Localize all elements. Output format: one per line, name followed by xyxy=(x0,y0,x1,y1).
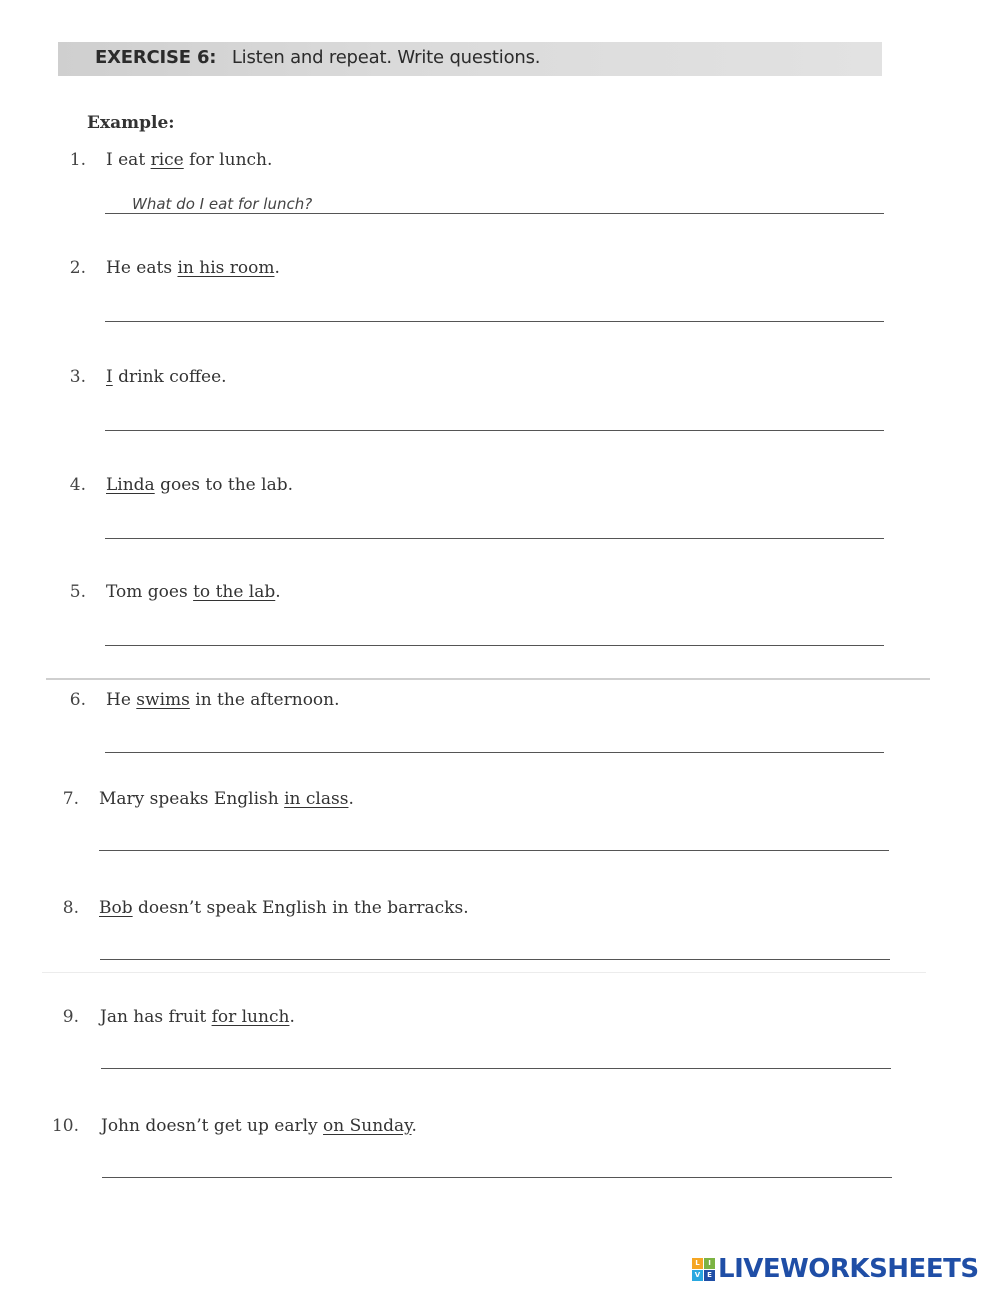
sentence-text: He xyxy=(106,690,137,710)
item-sentence xyxy=(106,150,272,170)
logo-mark-letter: I xyxy=(704,1258,715,1269)
item-number: 7. xyxy=(62,789,79,809)
logo-mark-icon xyxy=(692,1258,715,1281)
answer-line[interactable] xyxy=(102,1177,892,1178)
sentence-text: drink coffee. xyxy=(112,367,227,387)
page-divider xyxy=(46,678,930,680)
item-sentence xyxy=(101,1116,417,1136)
sentence-text: I eat xyxy=(106,150,151,170)
sentence-text: . xyxy=(274,258,280,278)
item-number: 5. xyxy=(69,582,86,602)
example-label: Example: xyxy=(87,113,175,133)
sentence-text: Mary speaks English xyxy=(99,789,285,809)
item-sentence xyxy=(106,475,293,495)
underlined-phrase: for lunch xyxy=(211,1007,290,1027)
exercise-instructions: Listen and repeat. Write questions. xyxy=(231,47,541,68)
page-divider-faint xyxy=(42,972,926,973)
sentence-text: goes to the lab. xyxy=(154,475,293,495)
item-number: 4. xyxy=(69,475,86,495)
answer-line[interactable] xyxy=(105,321,884,322)
example-answer: What do I eat for lunch? xyxy=(132,195,313,213)
sentence-text: . xyxy=(289,1007,295,1027)
answer-line[interactable] xyxy=(105,538,884,539)
item-number: 1. xyxy=(69,150,86,170)
item-number: 9. xyxy=(62,1007,79,1027)
answer-line[interactable] xyxy=(105,645,884,646)
item-number: 8. xyxy=(62,898,79,918)
underlined-phrase: swims xyxy=(136,690,190,710)
sentence-text: John doesn’t get up early xyxy=(101,1116,324,1136)
item-sentence xyxy=(100,1007,295,1027)
item-sentence xyxy=(106,690,340,710)
exercise-header xyxy=(95,47,540,68)
exercise-label: EXERCISE 6: xyxy=(95,47,217,68)
underlined-phrase: I xyxy=(106,367,113,387)
item-number: 2. xyxy=(69,258,86,278)
item-number: 6. xyxy=(69,690,86,710)
answer-line[interactable] xyxy=(105,213,884,214)
logo-mark-letter: L xyxy=(692,1258,703,1269)
answer-line[interactable] xyxy=(105,430,884,431)
sentence-text: for lunch. xyxy=(183,150,273,170)
logo-mark-letter: E xyxy=(704,1270,715,1281)
answer-line[interactable] xyxy=(101,1068,891,1069)
logo-text: LIVEWORKSHEETS xyxy=(718,1254,979,1284)
sentence-text: in the afternoon. xyxy=(189,690,340,710)
sentence-text: Jan has fruit xyxy=(100,1007,212,1027)
sentence-text: . xyxy=(411,1116,417,1136)
answer-line[interactable] xyxy=(100,959,890,960)
item-number: 3. xyxy=(69,367,86,387)
item-sentence xyxy=(106,582,281,602)
underlined-phrase: in his room xyxy=(177,258,275,278)
underlined-phrase: rice xyxy=(150,150,184,170)
liveworksheets-logo xyxy=(692,1254,979,1284)
sentence-text: doesn’t speak English in the barracks. xyxy=(132,898,469,918)
item-number: 10. xyxy=(51,1116,79,1136)
underlined-phrase: Bob xyxy=(99,898,133,918)
sentence-text: He eats xyxy=(106,258,178,278)
answer-line[interactable] xyxy=(99,850,889,851)
item-sentence xyxy=(99,789,354,809)
item-sentence xyxy=(106,258,280,278)
logo-mark-letter: V xyxy=(692,1270,703,1281)
underlined-phrase: on Sunday xyxy=(323,1116,412,1136)
item-sentence xyxy=(106,367,227,387)
item-sentence xyxy=(99,898,469,918)
sentence-text: . xyxy=(348,789,354,809)
underlined-phrase: to the lab xyxy=(193,582,276,602)
underlined-phrase: in class xyxy=(284,789,349,809)
sentence-text: Tom goes xyxy=(106,582,194,602)
underlined-phrase: Linda xyxy=(106,475,155,495)
answer-line[interactable] xyxy=(105,752,884,753)
sentence-text: . xyxy=(275,582,281,602)
